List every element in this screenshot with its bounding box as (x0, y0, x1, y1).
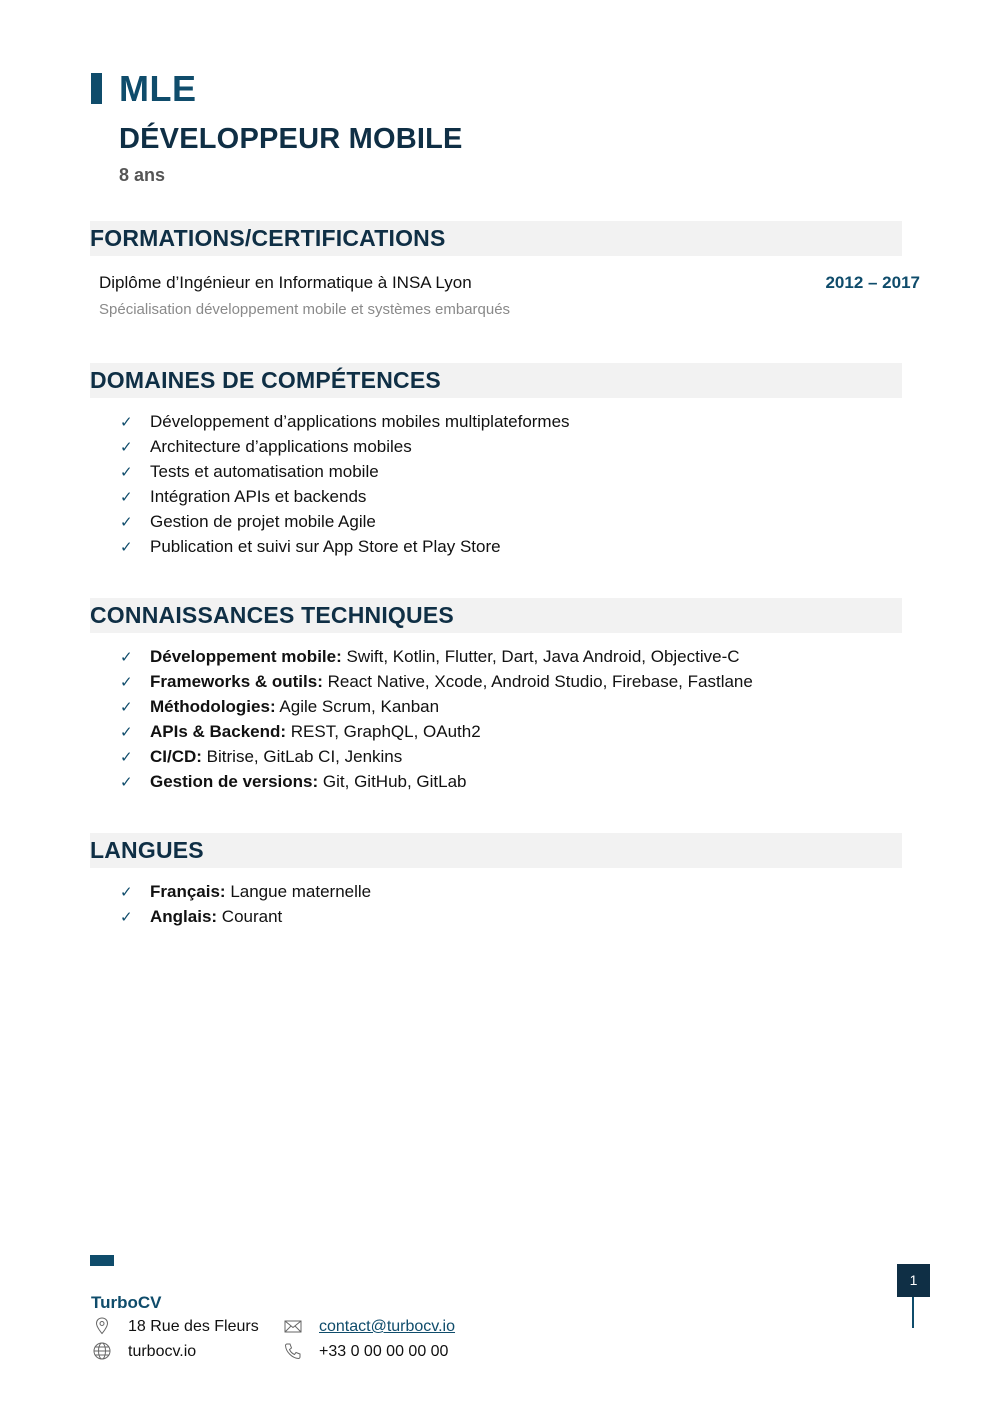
language-label: Français: (150, 882, 226, 901)
education-section-header (90, 221, 902, 256)
footer-email-link[interactable]: contact@turbocv.io (319, 1318, 456, 1335)
language-label: Anglais: (150, 907, 218, 926)
location-pin-icon (92, 1316, 112, 1336)
tech-list (120, 644, 753, 794)
page-number: 1 (897, 1264, 930, 1297)
footer-phone: +33 0 00 00 00 00 (319, 1343, 449, 1360)
tech-value: Swift, Kotlin, Flutter, Dart, Java Android, Objective-C (341, 647, 740, 666)
check-icon: ✓ (120, 464, 133, 481)
check-icon: ✓ (120, 489, 133, 506)
list-item (120, 484, 570, 509)
list-item (120, 744, 753, 769)
check-icon: ✓ (120, 724, 133, 741)
check-icon: ✓ (120, 674, 133, 691)
check-icon: ✓ (120, 414, 133, 431)
skills-section-header (90, 363, 902, 398)
check-icon: ✓ (120, 884, 133, 901)
skill-text: Intégration APIs et backends (150, 487, 367, 506)
check-icon: ✓ (120, 649, 133, 666)
tech-value: Git, GitHub, GitLab (318, 772, 467, 791)
language-level: Langue maternelle (225, 882, 372, 901)
skill-text: Gestion de projet mobile Agile (150, 512, 376, 531)
skill-text: Tests et automatisation mobile (150, 462, 379, 481)
education-degree: Diplôme d’Ingénieur en Informatique à INSA Lyon (99, 273, 472, 292)
tech-label: APIs & Backend: (150, 722, 287, 741)
check-icon: ✓ (120, 539, 133, 556)
education-section-title: FORMATIONS/CERTIFICATIONS (90, 225, 446, 251)
skill-text: Publication et suivi sur App Store et Play Store (150, 537, 501, 556)
tech-label: Frameworks & outils: (150, 672, 323, 691)
languages-list (120, 879, 371, 929)
check-icon: ✓ (120, 439, 133, 456)
list-item (120, 719, 753, 744)
check-icon: ✓ (120, 699, 133, 716)
list-item (120, 509, 570, 534)
check-icon: ✓ (120, 749, 133, 766)
list-item (120, 669, 753, 694)
tech-label: Gestion de versions: (150, 772, 319, 791)
skills-section-title: DOMAINES DE COMPÉTENCES (90, 367, 441, 393)
candidate-name: MLE (119, 68, 197, 109)
list-item (120, 434, 570, 459)
list-item (120, 644, 753, 669)
skills-list (120, 409, 570, 559)
check-icon: ✓ (120, 514, 133, 531)
page-number-line (912, 1297, 914, 1328)
skill-text: Architecture d’applications mobiles (150, 437, 412, 456)
footer-accent-bar (90, 1255, 114, 1266)
tech-label: CI/CD: (150, 747, 202, 766)
check-icon: ✓ (120, 774, 133, 791)
tech-value: Agile Scrum, Kanban (275, 697, 440, 716)
job-title: DÉVELOPPEUR MOBILE (119, 123, 463, 155)
education-detail: Spécialisation développement mobile et systèmes embarqués (99, 301, 511, 318)
tech-value: REST, GraphQL, OAuth2 (286, 722, 481, 741)
footer-website[interactable]: turbocv.io (128, 1343, 197, 1360)
tech-section-header (90, 598, 902, 633)
tech-value: Bitrise, GitLab CI, Jenkins (201, 747, 403, 766)
envelope-icon (283, 1316, 303, 1336)
languages-section-header (90, 833, 902, 868)
check-icon: ✓ (120, 909, 133, 926)
tech-section-title: CONNAISSANCES TECHNIQUES (90, 602, 454, 628)
list-item (120, 694, 753, 719)
tech-value: React Native, Xcode, Android Studio, Firebase, Fastlane (322, 672, 753, 691)
footer-address: 18 Rue des Fleurs (128, 1318, 259, 1335)
experience-years: 8 ans (119, 165, 166, 185)
languages-section-title: LANGUES (90, 837, 204, 863)
globe-icon (92, 1341, 112, 1361)
name-accent-bar (91, 73, 102, 104)
list-item (120, 769, 753, 794)
list-item (120, 409, 570, 434)
list-item (120, 904, 371, 929)
education-dates: 2012 – 2017 (825, 273, 920, 292)
tech-label: Développement mobile: (150, 647, 342, 666)
list-item (120, 879, 371, 904)
skill-text: Développement d’applications mobiles multiplateformes (150, 412, 570, 431)
tech-label: Méthodologies: (150, 697, 276, 716)
list-item (120, 534, 570, 559)
list-item (120, 459, 570, 484)
phone-icon (283, 1341, 303, 1361)
footer-brand: TurboCV (91, 1293, 162, 1312)
language-level: Courant (217, 907, 283, 926)
